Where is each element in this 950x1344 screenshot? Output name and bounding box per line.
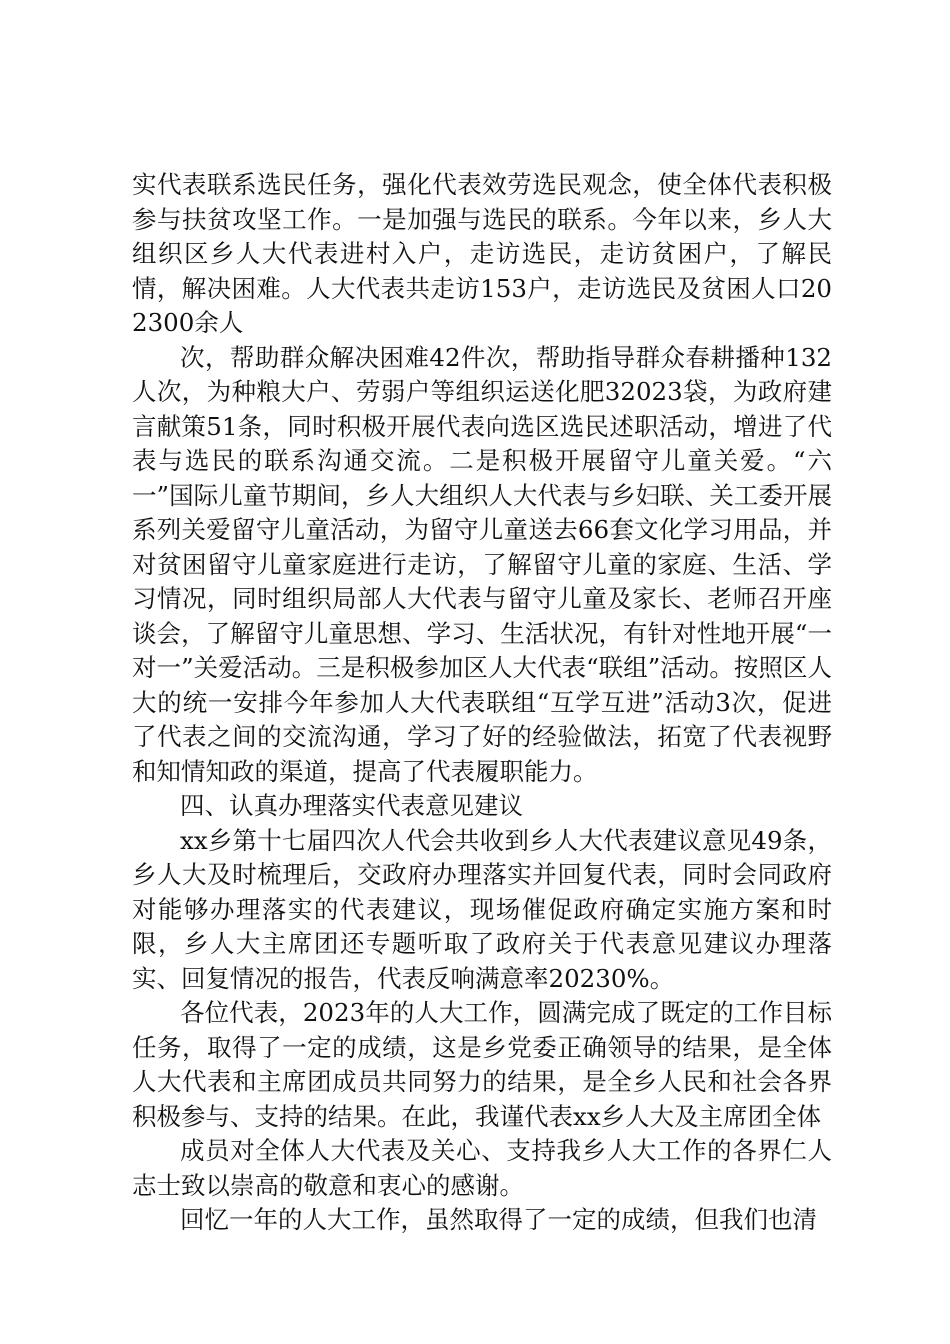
document-body: [132, 168, 832, 1238]
paragraph: xx乡第十七届四次人代会共收到乡人大代表建议意见49条，乡人大及时梳理后，交政府办理落实并回复代表，同时会同政府对能够办理落实的代表建议，现场催促政府确定实施方案和时限，乡人大主席团还专题听取了政府关于代表意见建议办理落实、回复情况的报告，代表反响满意率20230%。: [132, 825, 832, 993]
paragraph: 各位代表，2023年的人大工作，圆满完成了既定的工作目标任务，取得了一定的成绩，这是乡党委正确领导的结果，是全体人大代表和主席团成员共同努力的结果，是全乡人民和社会各界积极参与、支持的结果。在此，我谨代表xx乡人大及主席团全体: [132, 998, 832, 1131]
paragraph: 成员对全体人大代表及关心、支持我乡人大工作的各界仁人志士致以崇高的敬意和衷心的感谢。: [132, 1136, 832, 1200]
paragraph: 实代表联系选民任务，强化代表效劳选民观念，使全体代表积极参与扶贫攻坚工作。一是加强与选民的联系。今年以来，乡人大组织区乡人大代表进村入户，走访选民，走访贫困户，了解民情，解决困难。人大代表共走访153户，走访选民及贫困人口202300余人: [132, 170, 832, 337]
paragraph: 次，帮助群众解决困难42件次，帮助指导群众春耕播种132人次，为种粮大户、劳弱户等组织运送化肥32023袋，为政府建言献策51条，同时积极开展代表向选区选民述职活动，增进了代表与选民的联系沟通交流。二是积极开展留守儿童关爱。“六一”国际儿童节期间，乡人大组织人大代表与乡妇联、关工委开展系列关爱留守儿童活动，为留守儿童送去66套文化学习用品，并对贫困留守儿童家庭进行走访，了解留守儿童的家庭、生活、学习情况，同时组织局部人大代表与留守儿童及家长、老师召开座谈会，了解留守儿童思想、学习、生活状况，有针对性地开展“一对一”关爱活动。三是积极参加区人大代表“联组”活动。按照区人大的统一安排今年参加人大代表联组“互学互进”活动3次，促进了代表之间的交流沟通，学习了好的经验做法，拓宽了代表视野和知情知政的渠道，提高了代表履职能力。: [132, 342, 832, 786]
section-heading: 四、认真办理落实代表意见建议: [180, 791, 523, 820]
paragraph: 回忆一年的人大工作，虽然取得了一定的成绩，但我们也清: [180, 1205, 817, 1234]
